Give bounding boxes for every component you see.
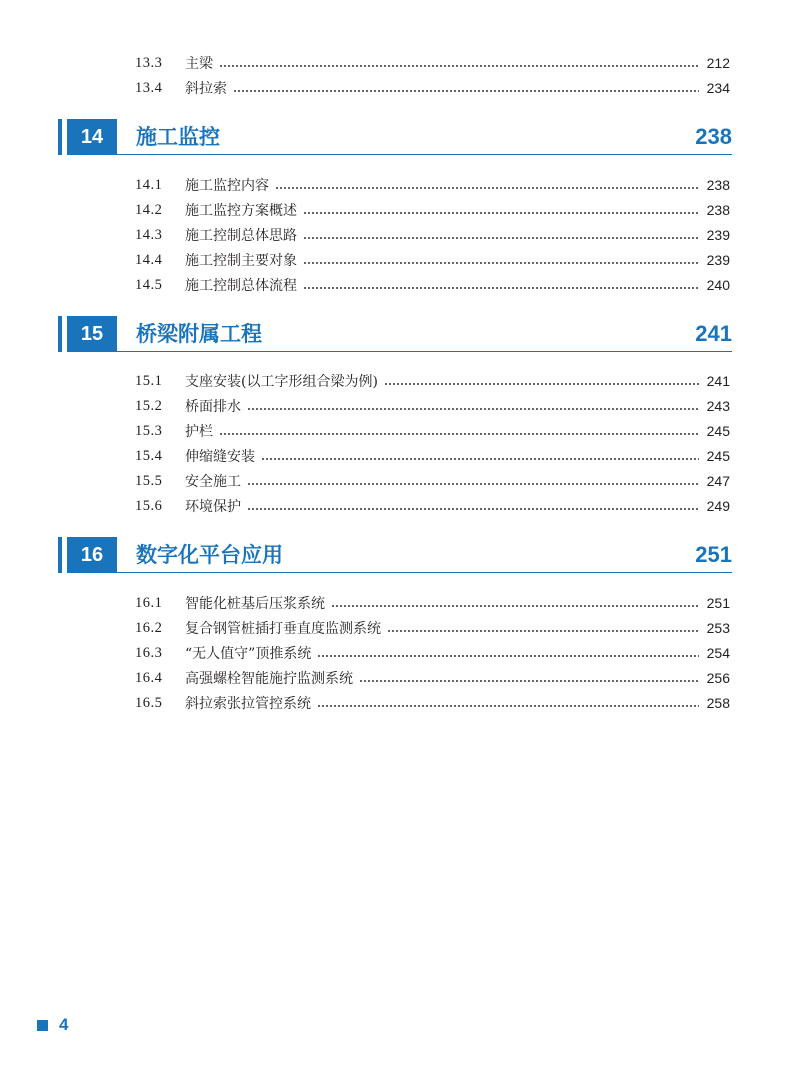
toc-entry[interactable] <box>135 494 730 518</box>
chapter-number-badge: 16 <box>67 537 117 573</box>
dot-leader <box>303 237 699 239</box>
entry-number: 13.4 <box>135 79 163 96</box>
dot-leader <box>303 262 699 264</box>
entry-number: 15.6 <box>135 497 163 514</box>
dot-leader <box>247 408 699 410</box>
chapter-heading-16[interactable] <box>58 537 732 573</box>
entry-page: 241 <box>706 373 730 389</box>
toc-entry[interactable] <box>135 616 730 640</box>
dot-leader <box>219 65 699 67</box>
dot-leader <box>247 483 699 485</box>
chapter-heading-14[interactable] <box>58 119 732 155</box>
toc-entry[interactable] <box>135 691 730 715</box>
toc-entry[interactable] <box>135 223 730 247</box>
entry-number: 14.4 <box>135 251 163 268</box>
entry-number: 15.5 <box>135 472 163 489</box>
toc-entry[interactable] <box>135 666 730 690</box>
entry-number: 16.5 <box>135 694 163 711</box>
toc-entry[interactable] <box>135 641 730 665</box>
entry-page: 239 <box>706 252 730 268</box>
toc-entry[interactable] <box>135 394 730 418</box>
chapter-page: 241 <box>695 321 732 346</box>
entry-page: 238 <box>706 177 730 193</box>
entry-page: 239 <box>706 227 730 243</box>
entry-page: 258 <box>706 695 730 711</box>
entry-number: 14.5 <box>135 276 163 293</box>
entry-number: 13.3 <box>135 54 163 71</box>
entry-page: 245 <box>706 423 730 439</box>
entry-title: 安全施工 <box>185 474 241 490</box>
entry-title: 斜拉索 <box>185 81 227 97</box>
entry-title: 环境保护 <box>185 499 241 515</box>
entry-page: 247 <box>706 473 730 489</box>
dot-leader <box>233 90 699 92</box>
chapter-accent-bar <box>58 119 62 155</box>
entry-page: 212 <box>706 55 730 71</box>
entry-title: 施工监控内容 <box>185 178 269 194</box>
entry-number: 16.3 <box>135 644 163 661</box>
dot-leader <box>387 630 699 632</box>
dot-leader <box>303 212 699 214</box>
entry-title: “无人值守”顶推系统 <box>185 646 312 662</box>
entry-number: 16.2 <box>135 619 163 636</box>
entry-number: 16.1 <box>135 594 163 611</box>
toc-entry[interactable] <box>135 419 730 443</box>
entry-page: 249 <box>706 498 730 514</box>
chapter-underline <box>67 154 732 155</box>
chapter-number-badge: 14 <box>67 119 117 155</box>
entry-title: 支座安装(以工字形组合梁为例) <box>185 374 378 390</box>
entry-number: 15.2 <box>135 397 163 414</box>
page-footer <box>37 1015 68 1035</box>
chapter-title: 桥梁附属工程 <box>136 322 262 346</box>
entry-page: 253 <box>706 620 730 636</box>
dot-leader <box>275 187 699 189</box>
entry-title: 施工控制总体流程 <box>185 278 297 294</box>
dot-leader <box>303 287 699 289</box>
dot-leader <box>317 705 699 707</box>
chapter-title: 数字化平台应用 <box>136 543 283 567</box>
entry-number: 16.4 <box>135 669 163 686</box>
footer-square-marker <box>37 1020 48 1031</box>
chapter-title: 施工监控 <box>136 125 220 149</box>
entry-page: 243 <box>706 398 730 414</box>
dot-leader <box>247 508 699 510</box>
chapter-number-badge: 15 <box>67 316 117 352</box>
entry-title: 施工监控方案概述 <box>185 203 297 219</box>
entry-page: 234 <box>706 80 730 96</box>
toc-entry[interactable] <box>135 273 730 297</box>
chapter-page: 251 <box>695 542 732 567</box>
footer-page-number: 4 <box>59 1015 69 1034</box>
entry-title: 伸缩缝安装 <box>185 449 255 465</box>
dot-leader <box>384 383 699 385</box>
entry-page: 238 <box>706 202 730 218</box>
entry-page: 251 <box>706 595 730 611</box>
entry-number: 14.2 <box>135 201 163 218</box>
toc-entry[interactable] <box>135 76 730 100</box>
entry-title: 高强螺栓智能施拧监测系统 <box>185 671 353 687</box>
dot-leader <box>331 605 699 607</box>
chapter-page: 238 <box>695 124 732 149</box>
entry-page: 240 <box>706 277 730 293</box>
entry-number: 15.3 <box>135 422 163 439</box>
entry-number: 15.4 <box>135 447 163 464</box>
dot-leader <box>317 655 698 657</box>
entry-title: 主梁 <box>185 56 213 72</box>
entry-number: 15.1 <box>135 372 163 389</box>
entry-page: 254 <box>706 645 730 661</box>
chapter-accent-bar <box>58 316 62 352</box>
toc-entry[interactable] <box>135 444 730 468</box>
entry-title: 复合钢管桩插打垂直度监测系统 <box>185 621 381 637</box>
dot-leader <box>219 433 699 435</box>
dot-leader <box>359 680 699 682</box>
entry-title: 智能化桩基后压浆系统 <box>185 596 325 612</box>
toc-entry[interactable] <box>135 198 730 222</box>
entry-page: 256 <box>706 670 730 686</box>
chapter-heading-15[interactable] <box>58 316 732 352</box>
entry-number: 14.3 <box>135 226 163 243</box>
entry-title: 桥面排水 <box>185 399 241 415</box>
dot-leader <box>261 458 699 460</box>
entry-page: 245 <box>706 448 730 464</box>
toc-entry[interactable] <box>135 173 730 197</box>
entry-number: 14.1 <box>135 176 163 193</box>
toc-entry[interactable] <box>135 469 730 493</box>
toc-entry[interactable] <box>135 51 730 75</box>
toc-entry[interactable] <box>135 248 730 272</box>
chapter-accent-bar <box>58 537 62 573</box>
entry-title: 护栏 <box>185 424 213 440</box>
chapter-underline <box>67 572 732 573</box>
entry-title: 施工控制主要对象 <box>185 253 297 269</box>
chapter-underline <box>67 351 732 352</box>
entry-title: 斜拉索张拉管控系统 <box>185 696 311 712</box>
entry-title: 施工控制总体思路 <box>185 228 297 244</box>
toc-entry[interactable] <box>135 369 730 393</box>
toc-entry[interactable] <box>135 591 730 615</box>
